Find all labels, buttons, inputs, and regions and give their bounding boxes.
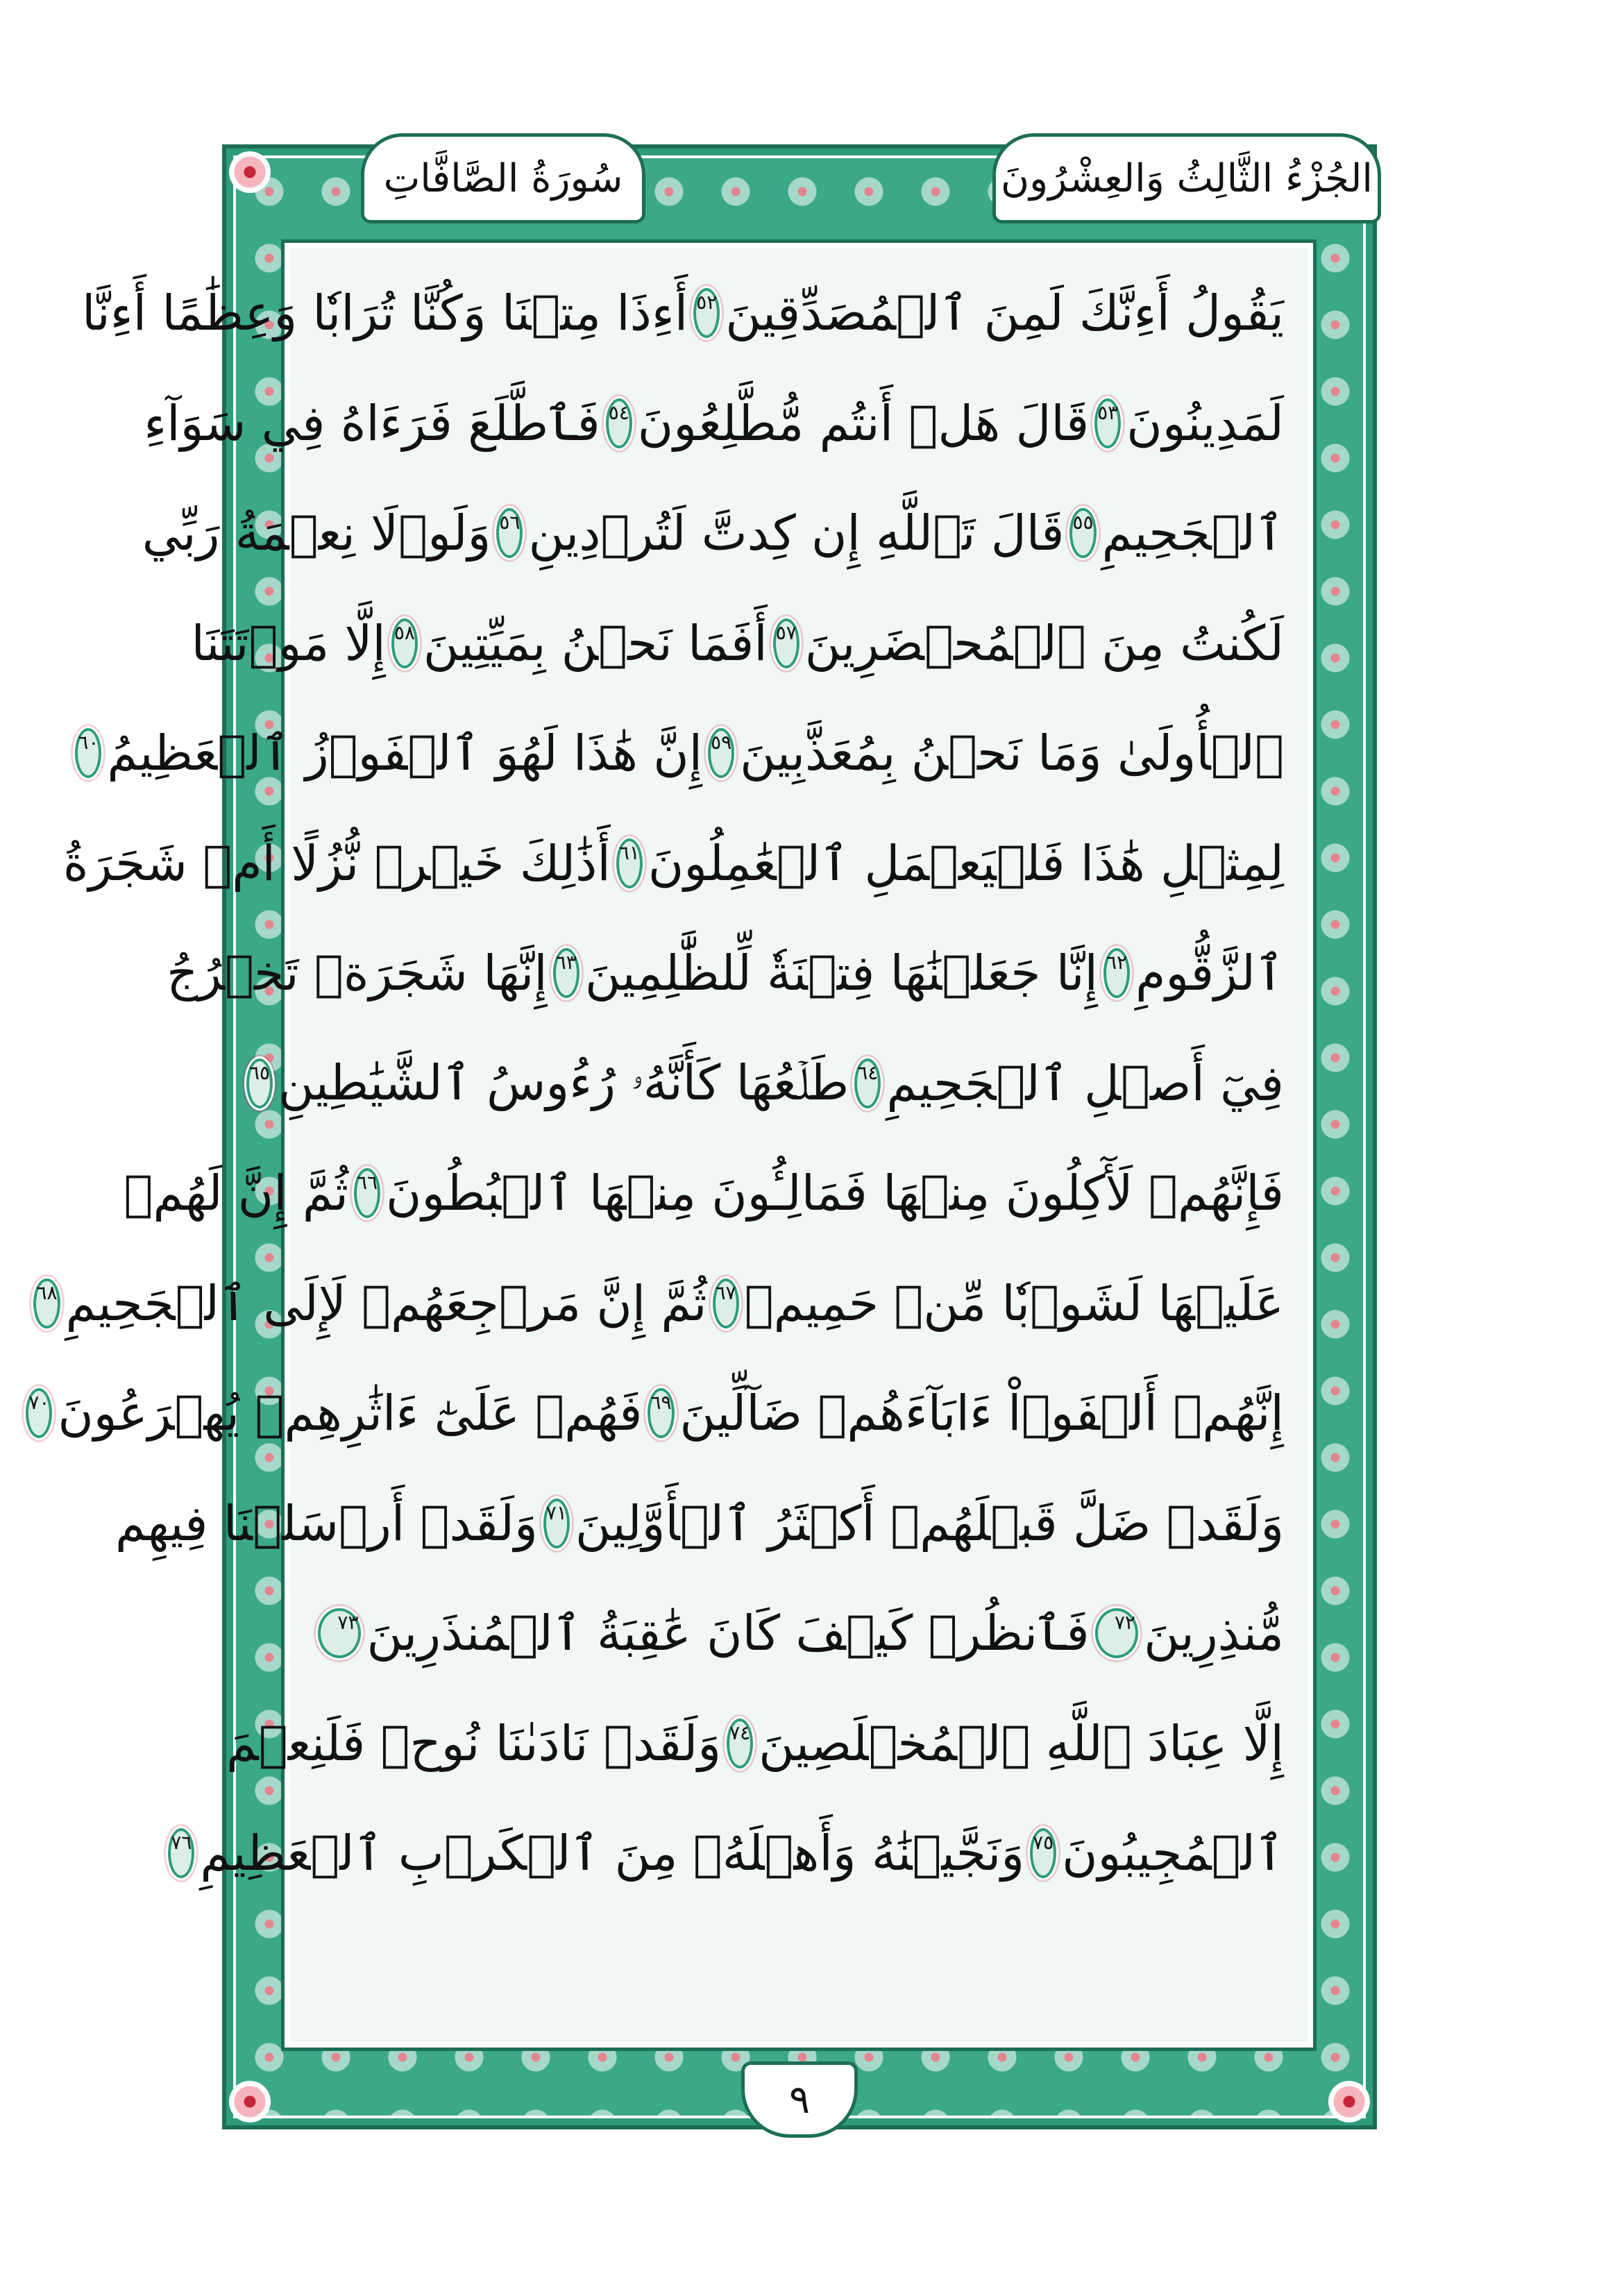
verse-text: قَالَ تَٱللَّهِ إِن كِدتَّ لَتُرۡدِينِ	[528, 505, 1065, 562]
text-line	[312, 1578, 1284, 1689]
text-line	[167, 918, 1284, 1029]
text-line	[248, 1029, 1284, 1139]
page-number-cart	[741, 2061, 858, 2138]
text-line	[226, 1689, 1284, 1799]
ayah-number-marker: ٦١	[616, 838, 643, 888]
verse-text: فَٱنظُرۡ كَيۡفَ كَانَ عَٰقِبَةُ ٱلۡمُنذَرِينَ	[366, 1605, 1090, 1662]
verse-text: وَنَجَّيۡنَٰهُ وَأَهۡلَهُۥ مِنَ ٱلۡكَرۡبِ ٱلۡعَظِيمِ	[200, 1825, 1025, 1882]
verse-text: إِنَّا جَعَلۡنَٰهَا فِتۡنَةٗ لِّلظَّٰلِمِينَ	[584, 945, 1098, 1002]
juz-header	[992, 133, 1381, 223]
verse-text: لِمِثۡلِ هَٰذَا فَلۡيَعۡمَلِ ٱلۡعَٰمِلُونَ	[648, 834, 1284, 892]
surah-label: سُورَةُ الصَّافَّاتِ	[383, 155, 623, 201]
verse-text: إِلَّا مَوۡتَتَنَا	[191, 614, 386, 672]
verse-text: وَلَقَدۡ نَادَىٰنَا نُوحٞ فَلَنِعۡمَ	[226, 1714, 722, 1772]
ayah-number-marker: ٦٩	[648, 1388, 674, 1438]
verse-text: إِنَّهَا شَجَرَةٞ تَخۡرُجُ	[167, 945, 548, 1002]
text-line	[81, 258, 1284, 369]
verse-text: ٱلزَّقُّومِ	[1135, 945, 1284, 1002]
ayah-number-marker: ٧١	[543, 1499, 570, 1548]
verse-text: ثُمَّ إِنَّ مَرۡجِعَهُمۡ لَإِلَى ٱلۡجَحِيمِ	[65, 1274, 707, 1332]
ayah-number-marker: ٧٢	[1095, 1608, 1138, 1658]
verse-text: يَقُولُ أَءِنَّكَ لَمِنَ ٱلۡمُصَدِّقِينَ	[725, 285, 1284, 342]
juz-label: الجُزْءُ الثَّالِثُ وَالعِشْرُونَ	[1001, 155, 1373, 201]
verse-text: طَلۡعُهَا كَأَنَّهُۥ رُءُوسُ ٱلشَّيَٰطِينِ	[278, 1054, 849, 1112]
verse-text: وَلَقَدۡ أَرۡسَلۡنَا فِيهِم	[115, 1494, 538, 1552]
corner-rosette-icon	[229, 2081, 271, 2122]
verse-text: إِنَّهُمۡ أَلۡفَوۡاْ ءَابَآءَهُمۡ ضَآلِّينَ	[679, 1385, 1284, 1442]
ayah-number-marker: ٥٣	[1094, 398, 1121, 448]
ayah-number-marker: ٥٩	[708, 728, 734, 778]
ayah-number-marker: ٥٥	[1069, 508, 1096, 558]
ayah-number-marker: ٧٤	[727, 1719, 753, 1769]
surah-header	[361, 133, 645, 223]
verse-text: مُّنذِرِينَ	[1144, 1605, 1284, 1662]
text-line	[142, 478, 1284, 589]
verse-text: وَلَوۡلَا نِعۡمَةُ رَبِّي	[142, 505, 491, 562]
ayah-number-marker: ٥٧	[773, 618, 800, 668]
corner-rosette-icon	[1328, 2081, 1370, 2122]
ayah-number-marker: ٦٤	[854, 1058, 881, 1108]
corner-rosette-icon	[229, 151, 271, 193]
verse-text: أَءِذَا مِتۡنَا وَكُنَّا تُرَابٗا وَعِظَٰمًا أَءِنَّا	[81, 285, 688, 342]
text-line	[144, 369, 1284, 479]
ayah-number-marker: ٥٦	[496, 508, 523, 558]
ayah-number-marker: ٧٣	[318, 1608, 361, 1658]
verse-text: لَمَدِينُونَ	[1126, 394, 1284, 452]
verse-text: فَٱطَّلَعَ فَرَءَاهُ فِي سَوَآءِ	[144, 394, 600, 452]
ayah-number-marker: ٦٧	[713, 1278, 739, 1328]
verse-text: ٱلۡأُولَىٰ وَمَا نَحۡنُ بِمُعَذَّبِينَ	[740, 725, 1284, 782]
verse-text: إِلَّا عِبَادَ ٱللَّهِ ٱلۡمُخۡلَصِينَ	[759, 1714, 1284, 1772]
verse-text: فَهُمۡ عَلَىٰٓ ءَاثَٰرِهِمۡ يُهۡرَعُونَ	[58, 1385, 643, 1442]
ayah-number-marker: ٧٦	[168, 1828, 194, 1878]
ayah-number-marker: ٦٠	[75, 728, 101, 778]
verse-text: فِيٓ أَصۡلِ ٱلۡجَحِيمِ	[886, 1054, 1284, 1112]
verse-text: إِنَّ هَٰذَا لَهُوَ ٱلۡفَوۡزُ ٱلۡعَظِيمُ	[107, 725, 703, 782]
text-line	[115, 1469, 1284, 1579]
verse-text: أَذَٰلِكَ خَيۡرٞ نُّزُلًا أَمۡ شَجَرَةُ	[62, 834, 611, 892]
text-line	[28, 1358, 1284, 1469]
verse-text: ثُمَّ إِنَّ لَهُمۡ	[124, 1165, 348, 1222]
ayah-number-marker: ٦٢	[1103, 948, 1130, 998]
verse-text: قَالَ هَلۡ أَنتُم مُّطَّلِعُونَ	[637, 394, 1090, 452]
verse-text: لَكُنتُ مِنَ ٱلۡمُحۡضَرِينَ	[804, 614, 1284, 672]
verse-text: ٱلۡمُجِيبُونَ	[1062, 1825, 1284, 1882]
text-line	[191, 589, 1284, 699]
ayah-number-marker: ٦٥	[246, 1058, 273, 1108]
quran-text	[28, 258, 1284, 2042]
text-line	[124, 1138, 1284, 1249]
text-line	[36, 1249, 1284, 1359]
text-line	[78, 698, 1284, 809]
text-line	[62, 809, 1284, 919]
verse-text: وَلَقَدۡ ضَلَّ قَبۡلَهُمۡ أَكۡثَرُ ٱلۡأَوَّلِينَ	[575, 1494, 1284, 1552]
verse-text: فَإِنَّهُمۡ لَأٓكِلُونَ مِنۡهَا فَمَالِـُٔونَ مِنۡهَا ٱلۡبُطُونَ	[386, 1165, 1284, 1222]
ayah-number-marker: ٦٦	[354, 1168, 380, 1218]
verse-text: ٱلۡجَحِيمِ	[1101, 505, 1284, 562]
ayah-number-marker: ٦٣	[553, 948, 579, 998]
ayah-number-marker: ٥٨	[391, 618, 418, 668]
page-number: ٩	[788, 2077, 811, 2122]
verse-text: أَفَمَا نَحۡنُ بِمَيِّتِينَ	[423, 614, 768, 672]
ayah-number-marker: ٥٤	[606, 398, 632, 448]
text-line	[171, 1798, 1284, 1909]
ayah-number-marker: ٥٢	[693, 288, 720, 338]
verse-text: عَلَيۡهَا لَشَوۡبٗا مِّنۡ حَمِيمٖ	[744, 1274, 1284, 1332]
ayah-number-marker: ٧٥	[1030, 1828, 1056, 1878]
ayah-number-marker: ٦٨	[33, 1278, 60, 1328]
ayah-number-marker: ٧٠	[26, 1388, 52, 1438]
